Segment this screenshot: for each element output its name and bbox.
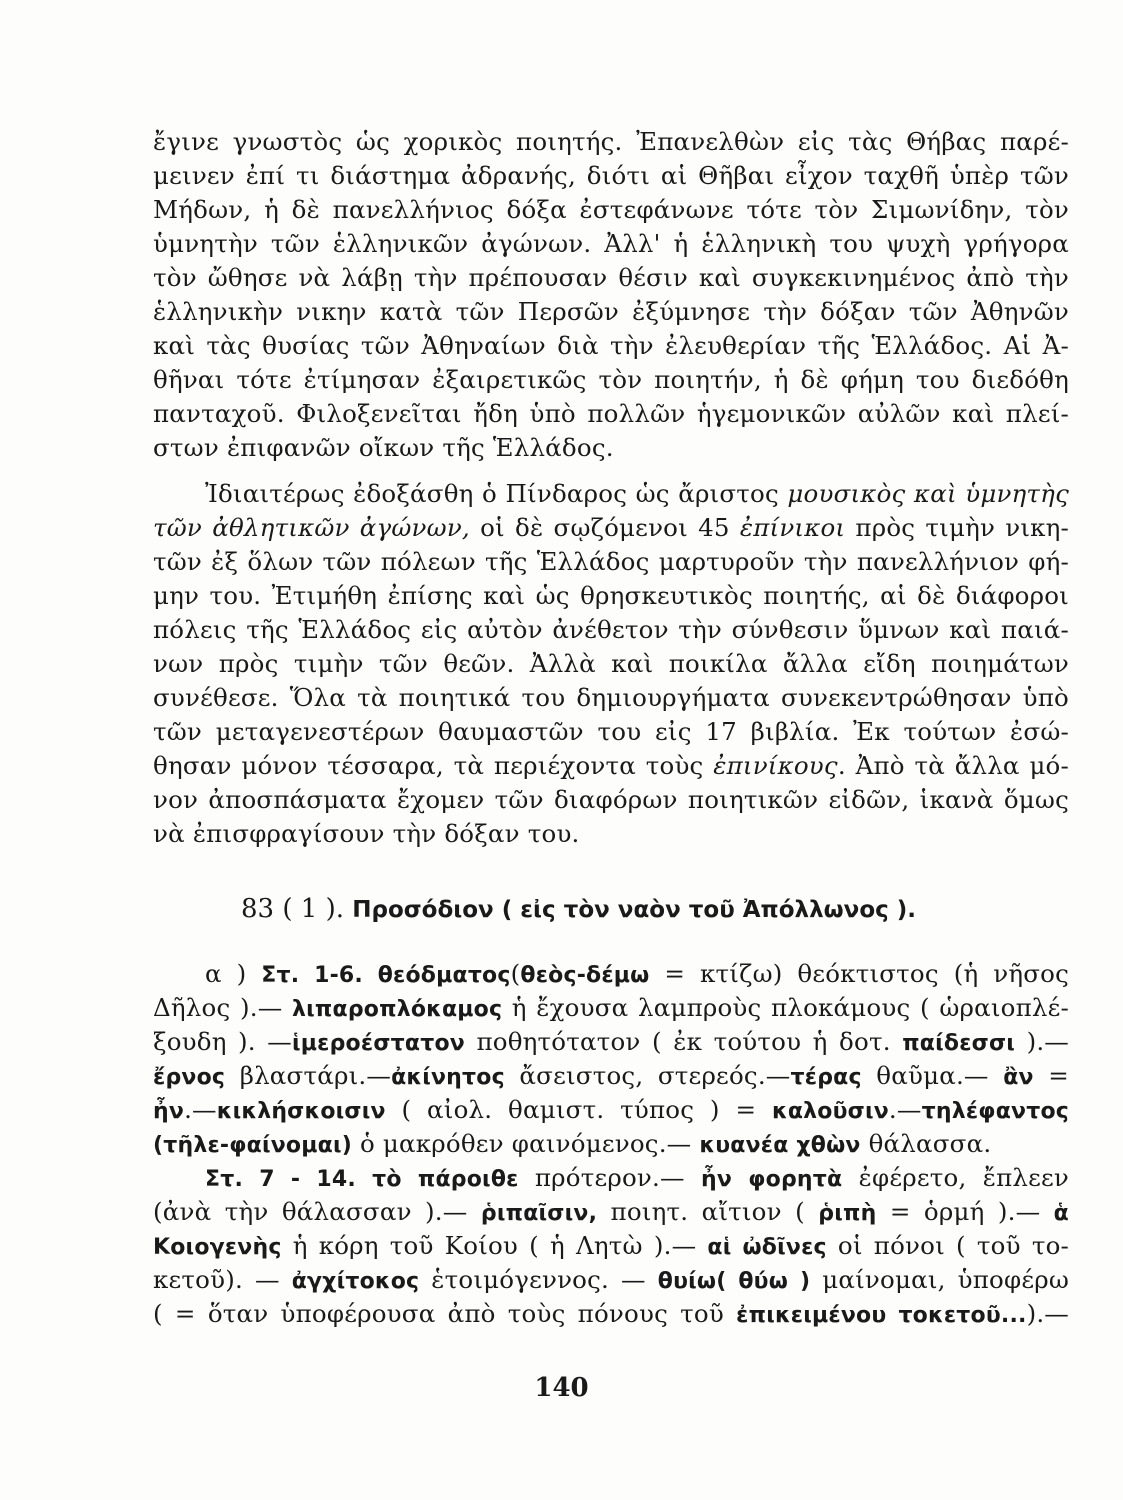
- commentary-notes: [153, 957, 1069, 1331]
- section-title: Προσόδιον ( εἰς τὸν ναὸν τοῦ Ἀπόλλωνος ).: [352, 897, 917, 923]
- text-line: [153, 511, 1069, 545]
- text-run: ).—: [1015, 1027, 1070, 1056]
- text-run: ἡ ἔχουσα λαμπροὺς πλοκάμους ( ὡραιοπλέ-: [502, 993, 1069, 1022]
- italic-phrase: ἐπινίκους: [713, 751, 838, 780]
- bold-term: παίδεσσι: [902, 1031, 1016, 1056]
- bold-term: λιπαροπλόκαμος: [292, 997, 503, 1022]
- text-line: τῶν ἐξ ὅλων τῶν πόλεων τῆς Ἑλλάδος μαρτυροῦν τὴν πανελλήνιον φή-: [153, 547, 1069, 576]
- text-run: ποιητ. αἴτιον (: [597, 1197, 819, 1226]
- text-run: ἡ κόρη τοῦ Κοίου ( ἡ Λητὼ ).—: [281, 1231, 708, 1260]
- text-line: θῆναι τότε ἐτίμησαν ἐξαιρετικῶς τὸν ποιητήν, ἡ δὲ φήμη του διεδόθη: [153, 365, 1069, 394]
- bold-term: ἱμεροέστατον: [292, 1031, 465, 1056]
- text-line: [153, 749, 1069, 783]
- note-line: [153, 1025, 1069, 1059]
- text-run: οἱ δὲ σῳζόμενοι 45: [469, 513, 740, 542]
- text-run: ποθητότατον ( ἐκ τούτου ἡ δοτ.: [464, 1027, 903, 1056]
- text-line: τὸν ὤθησε νὰ λάβῃ τὴν πρέπουσαν θέσιν καὶ συγκεκινημένος ἀπὸ τὴν: [153, 263, 1069, 292]
- bold-term: ἦν φορητὰ: [701, 1167, 843, 1192]
- bold-term: θεὸς-δέμω: [520, 963, 650, 988]
- footnote-marker: ( 1 ).: [282, 894, 344, 924]
- text-run: = ὁρμή ).—: [876, 1197, 1054, 1226]
- note-line: [153, 1127, 1069, 1161]
- text-run: = κτίζω) θεόκτιστος (ἡ νῆσος: [649, 959, 1069, 988]
- text-run: Δῆλος ).—: [153, 993, 293, 1022]
- bold-term: ἂν: [1003, 1065, 1034, 1090]
- bold-term: καλοῦσιν: [771, 1099, 889, 1124]
- text-line: [153, 477, 1069, 511]
- text-line: ἑλληνικὴν νικην κατὰ τῶν Περσῶν ἐξύμνησε τὴν δόξαν τῶν Ἀθηνῶν: [153, 297, 1069, 326]
- text-line: μεινεν ἐπί τι διάστημα ἀδρανής, διότι αἱ Θῆβαι εἶχον ταχθῆ ὑπὲρ τῶν: [153, 161, 1069, 190]
- text-run: α ): [205, 959, 262, 988]
- paragraph-pindar-bio: [153, 125, 1069, 465]
- text-run: Ἰδιαιτέρως ἐδοξάσθη ὁ Πίνδαρος ὡς ἄριστος: [205, 479, 788, 508]
- section-number: 83: [241, 894, 275, 924]
- text-run: (ἀνὰ τὴν θάλασσαν ).—: [153, 1197, 481, 1226]
- text-line: τῶν μεταγενεστέρων θαυμαστῶν του εἰς 17 βιβλία. Ἐκ τούτων ἐσώ-: [153, 717, 1069, 746]
- note-line: [153, 1059, 1069, 1093]
- bold-term: Στ. 7 - 14. τὸ πάροιθε: [205, 1167, 519, 1192]
- text-run: θαῦμα.—: [861, 1061, 1004, 1090]
- bold-term: ἀκίνητος: [391, 1065, 505, 1090]
- note-line: [153, 1161, 1069, 1195]
- text-line: νὰ ἐπισφραγίσουν τὴν δόξαν του.: [153, 819, 580, 848]
- text-line: Μήδων, ἡ δὲ πανελλήνιος δόξα ἐστεφάνωνε τότε τὸν Σιμωνίδην, τὸν: [153, 195, 1069, 224]
- text-run: .—: [888, 1095, 922, 1124]
- bold-term: ἐπικειμένου τοκετοῦ...: [736, 1303, 1027, 1328]
- bold-term: (τῆλε-φαίνομαι): [153, 1133, 352, 1158]
- note-line: [153, 1263, 1069, 1297]
- bold-term: ἦν: [153, 1099, 185, 1124]
- text-run: κετοῦ). —: [153, 1265, 292, 1294]
- text-line: πόλεις τῆς Ἑλλάδος εἰς αὐτὸν ἀνέθετον τὴν σύνθεσιν ὕμνων καὶ παιά-: [153, 615, 1069, 644]
- text-run: ἐφέρετο, ἔπλεεν: [842, 1163, 1069, 1192]
- note-line: [153, 1093, 1069, 1127]
- bold-term: κικλήσκοισιν: [216, 1099, 386, 1124]
- text-run: . Ἀπὸ τὰ ἄλλα μό-: [837, 751, 1069, 780]
- text-line: νων πρὸς τιμὴν τῶν θεῶν. Ἀλλὰ καὶ ποικίλα ἄλλα εἴδη ποιημάτων: [153, 649, 1069, 678]
- bold-term: ἁ: [1053, 1201, 1069, 1226]
- text-run: ἄσειστος, στερεός.—: [504, 1061, 791, 1090]
- text-run: θάλασσα.: [860, 1129, 992, 1158]
- text-line: μην του. Ἐτιμήθη ἐπίσης καὶ ὡς θρησκευτικὸς ποιητής, αἱ δὲ διάφοροι: [153, 581, 1069, 610]
- bold-term: τέρας: [790, 1065, 862, 1090]
- note-line: [153, 991, 1069, 1025]
- text-run: θησαν μόνον τέσσαρα, τὰ περιέχοντα τοὺς: [153, 751, 714, 780]
- note-line: [153, 957, 1069, 991]
- text-run: (: [510, 959, 521, 988]
- text-run: ὁ μακρόθεν φαινόμενος.—: [351, 1129, 700, 1158]
- text-run: ( = ὅταν ὑποφέρουσα ἀπὸ τοὺς πόνους τοῦ: [153, 1299, 737, 1328]
- bold-term: Κοιογενὴς: [153, 1235, 282, 1260]
- section-heading: [153, 889, 1069, 930]
- text-run: .—: [184, 1095, 217, 1124]
- text-run: ).—: [1026, 1299, 1070, 1328]
- italic-phrase: μουσικὸς καὶ ὑμνητὴς: [787, 479, 1069, 508]
- text-run: πρὸς τιμὴν νικη-: [845, 513, 1069, 542]
- bold-term: ῥιπὴ: [818, 1201, 877, 1226]
- note-line: [153, 1229, 1069, 1263]
- paragraph-pindar-fame: [153, 477, 1069, 851]
- italic-phrase: ἐπίνικοι: [739, 513, 846, 542]
- text-run: βλαστάρι.—: [225, 1061, 392, 1090]
- bold-term: κυανέα χθὼν: [699, 1133, 861, 1158]
- text-run: ξουδη ). —: [153, 1027, 292, 1056]
- text-line: στων ἐπιφανῶν οἴκων τῆς Ἑλλάδος.: [153, 433, 614, 462]
- bold-term: ἀγχίτοκος: [291, 1269, 420, 1294]
- bold-term: ἔρνος: [153, 1065, 226, 1090]
- bold-term: αἱ ὠδῖνες: [707, 1235, 827, 1260]
- text-run: οἱ πόνοι ( τοῦ το-: [826, 1231, 1069, 1260]
- bold-term: θυίω( θύω ): [657, 1269, 811, 1294]
- bold-term: ῥιπαῖσιν,: [480, 1201, 598, 1226]
- text-line: καὶ τὰς θυσίας τῶν Ἀθηναίων διὰ τὴν ἐλευθερίαν τῆς Ἑλλάδος. Αἱ Ἀ-: [153, 331, 1069, 360]
- note-line: [153, 1195, 1069, 1229]
- text-line: νον ἀποσπάσματα ἔχομεν τῶν διαφόρων ποιητικῶν εἰδῶν, ἱκανὰ ὅμως: [153, 785, 1069, 814]
- text-line: πανταχοῦ. Φιλοξενεῖται ἤδη ὑπὸ πολλῶν ἡγεμονικῶν αὐλῶν καὶ πλεί-: [153, 399, 1069, 428]
- note-line: [153, 1297, 1069, 1331]
- page-number: 140: [534, 1373, 589, 1403]
- text-run: μαίνομαι, ὑποφέρω: [810, 1265, 1070, 1294]
- text-line: ἔγινε γνωστὸς ὡς χορικὸς ποιητής. Ἐπανελθὼν εἰς τὰς Θήβας παρέ-: [153, 127, 1069, 156]
- text-run: ἑτοιμόγεννος. —: [419, 1265, 658, 1294]
- text-line: ὑμνητὴν τῶν ἑλληνικῶν ἀγώνων. Ἀλλ' ἡ ἑλληνικὴ του ψυχὴ γρήγορα: [153, 229, 1069, 258]
- text-run: ( αἰολ. θαμιστ. τύπος ) =: [385, 1095, 772, 1124]
- bold-term: Στ. 1-6. θεόδματος: [261, 963, 511, 988]
- italic-phrase: τῶν ἀθλητικῶν ἀγώνων,: [153, 513, 470, 542]
- bold-term: τηλέφαντος: [921, 1099, 1069, 1124]
- text-run: =: [1033, 1061, 1069, 1090]
- text-line: συνέθεσε. Ὅλα τὰ ποιητικά του δημιουργήματα συνεκεντρώθησαν ὑπὸ: [153, 683, 1069, 712]
- text-run: πρότερον.—: [518, 1163, 702, 1192]
